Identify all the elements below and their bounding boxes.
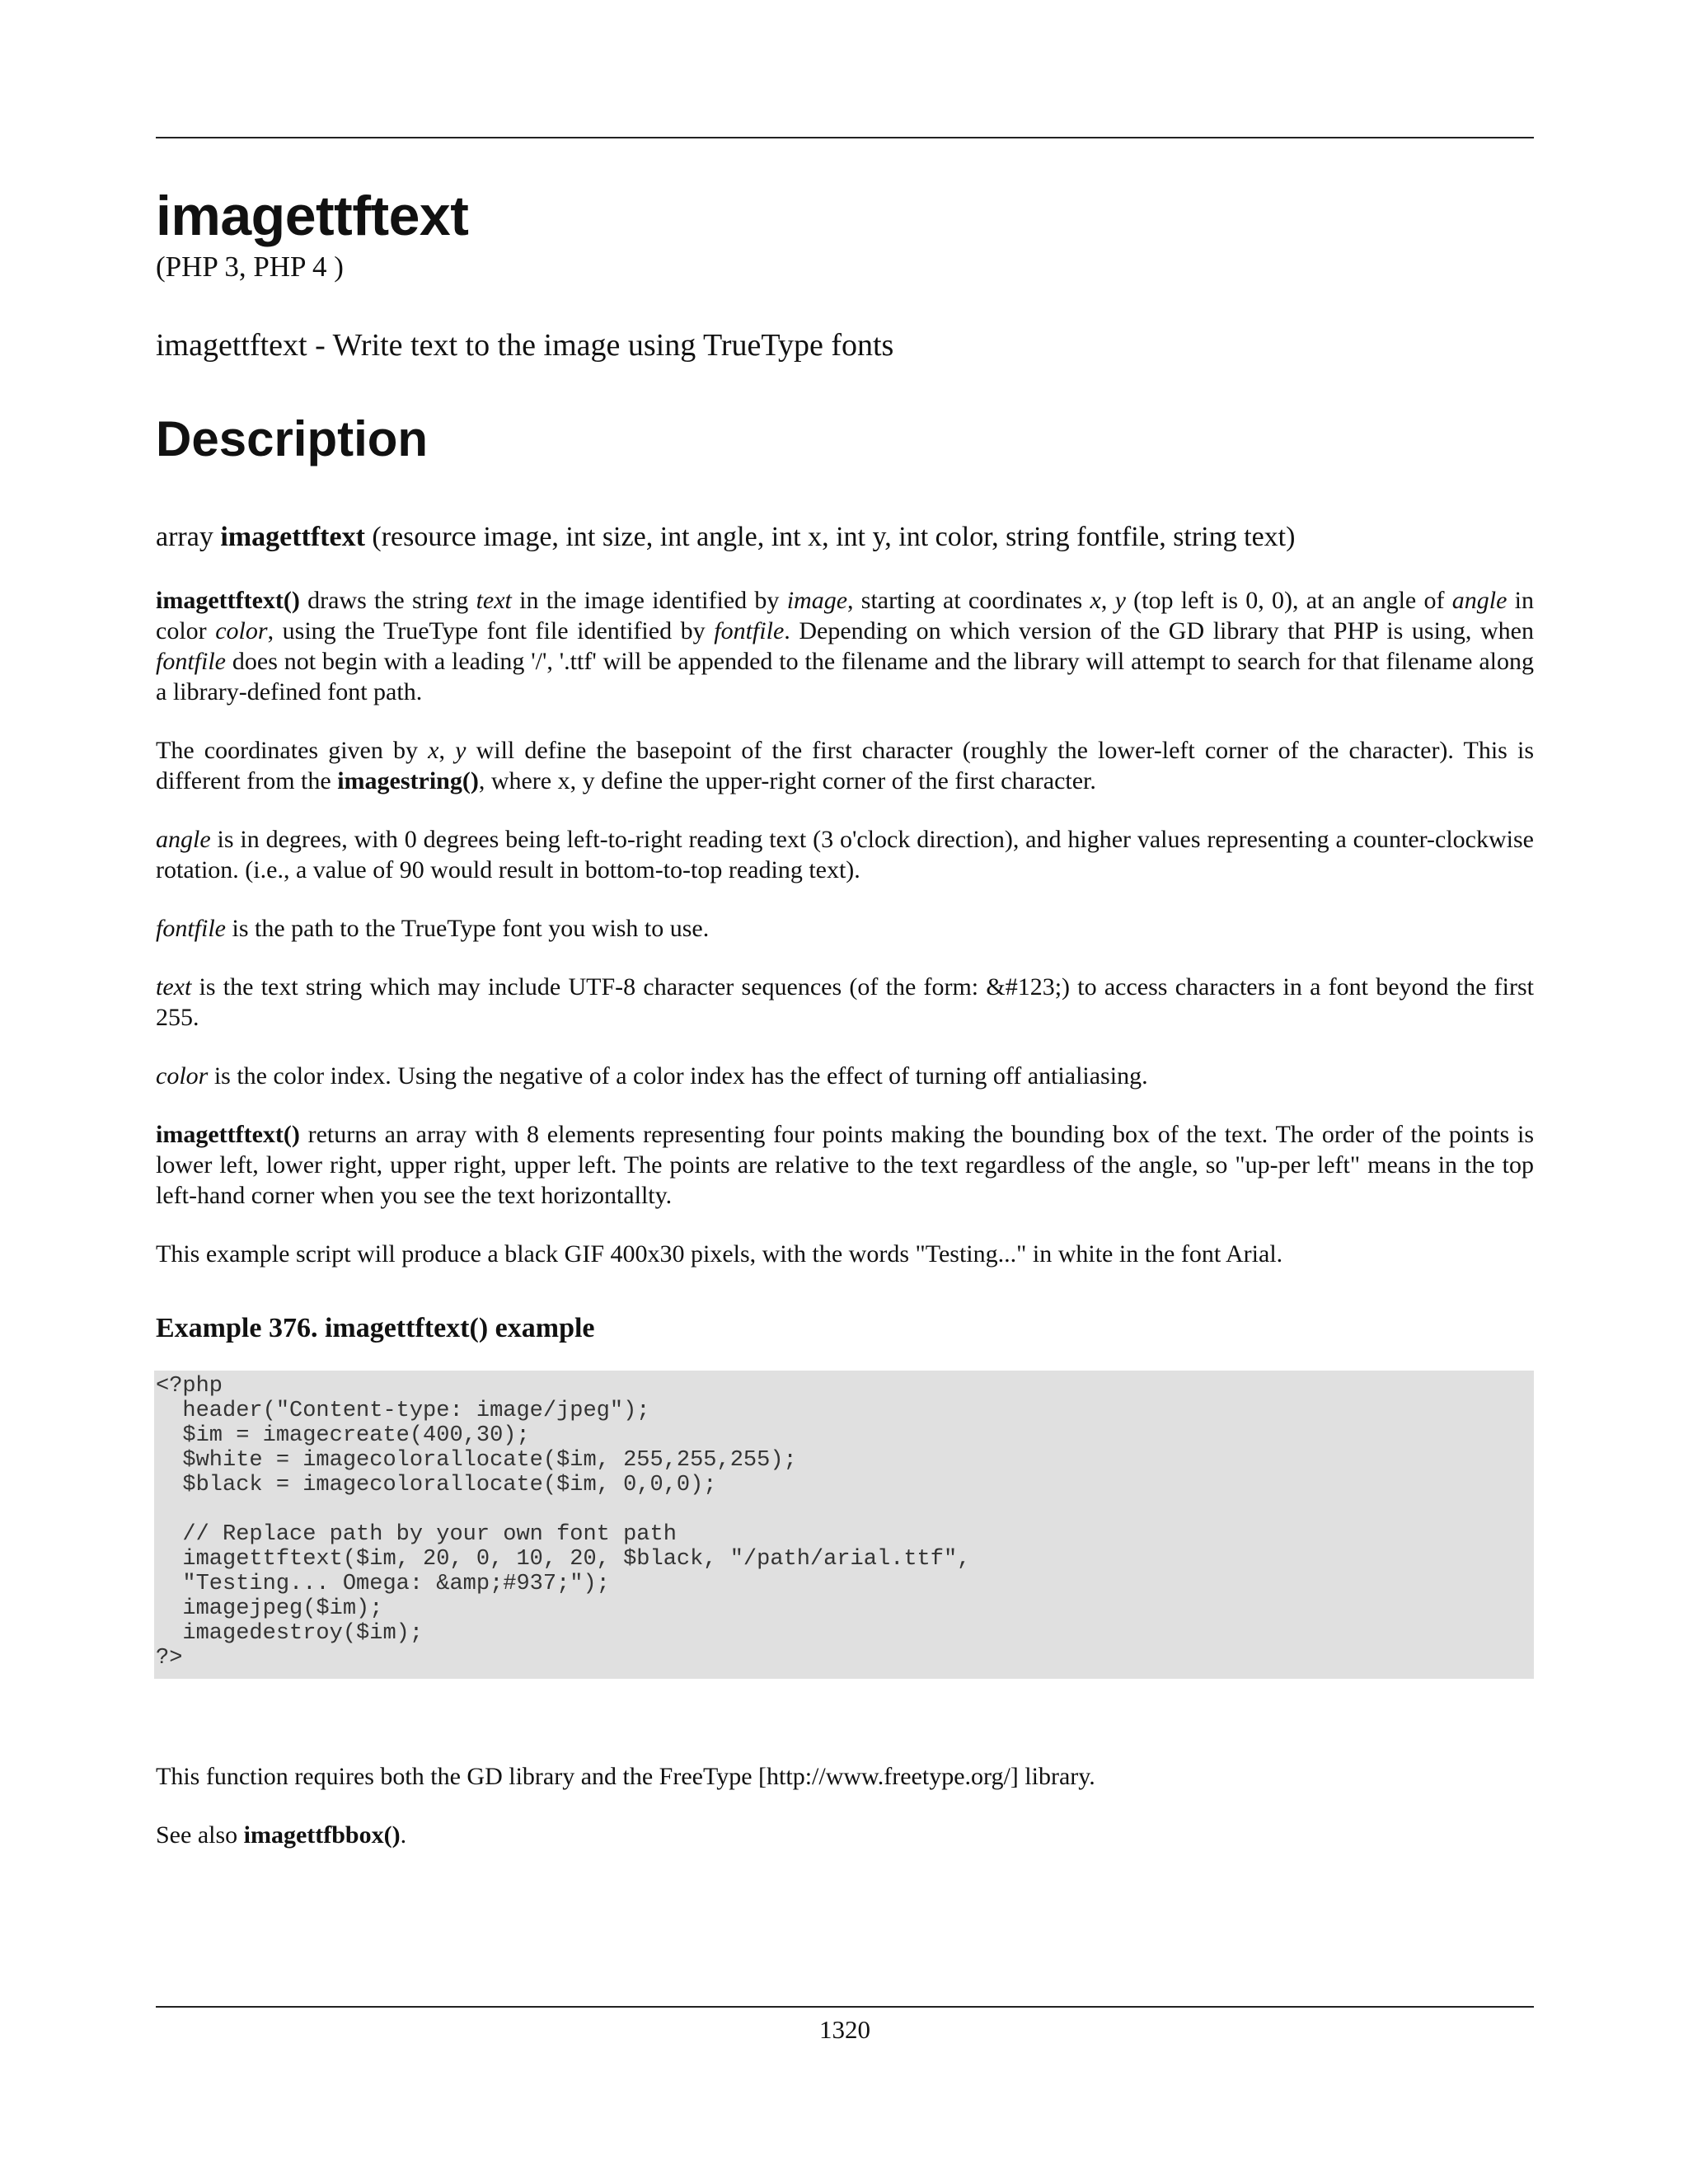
param-ref: color xyxy=(156,1062,209,1090)
param-ref: color xyxy=(215,617,268,645)
paragraph-example-intro: This example script will produce a black GIF 400x30 pixels, with the words "Testing..." in white in the font Arial. xyxy=(156,1240,1283,1268)
paragraph-color: color is the color index. Using the negative of a color index has the effect of turning off antialiasing. xyxy=(156,1062,1148,1090)
param-ref: text xyxy=(476,587,512,615)
func-ref: imagettftext() xyxy=(156,587,300,615)
param-ref: y xyxy=(1114,587,1126,615)
param-ref: x xyxy=(1090,587,1101,615)
func-ref: imagestring() xyxy=(337,767,479,795)
ref-purpose: imagettftext - Write text to the image using TrueType fonts xyxy=(156,327,894,363)
page-content xyxy=(156,185,1535,1850)
param-ref: fontfile xyxy=(156,648,226,676)
paragraph-text: text is the text string which may include UTF-8 character sequences (of the form: &#123;) to access characters in a font beyond the first 255. xyxy=(156,973,1534,1032)
paragraph-fontfile: fontfile is the path to the TrueType font you wish to use. xyxy=(156,915,710,943)
paragraph-angle: angle is in degrees, with 0 degrees being left-to-right reading text (3 o'clock direction), and higher values representing a counter-clockwise rotation. (i.e., a value of 90 would result in bottom-to-top reading text). xyxy=(156,826,1534,884)
synopsis-function-name: imagettftext xyxy=(220,522,365,553)
param-ref: fontfile xyxy=(714,617,785,645)
section-description-heading: Description xyxy=(156,411,429,467)
function-synopsis xyxy=(156,519,1534,555)
synopsis-params: (resource image, int size, int angle, int x, int y, int color, string fontfile, string text) xyxy=(372,522,1296,553)
param-ref: image xyxy=(786,587,848,615)
example-title: Example 376. imagettftext() example xyxy=(156,1313,595,1344)
paragraph-requirements: This function requires both the GD library and the FreeType [http://www.freetype.org/] library. xyxy=(156,1763,1095,1791)
bottom-rule xyxy=(156,2006,1534,2008)
param-ref: x xyxy=(428,737,439,765)
function-title: imagettftext xyxy=(156,185,469,247)
param-ref: angle xyxy=(156,826,211,854)
param-ref: text xyxy=(156,973,192,1001)
paragraph-see-also: See also imagettfbbox(). xyxy=(156,1821,407,1849)
page-number: 1320 xyxy=(819,2015,870,2044)
paragraph-returns: imagettftext() returns an array with 8 elements representing four points making the bounding box of the text. The order of the points is lower left, lower right, upper right, upper left. The points are relative to the text regardless of the angle, so "up-per left" means in the top left-hand corner when you see the text horizontallty. xyxy=(156,1121,1534,1210)
synopsis-return-type: array xyxy=(156,522,213,553)
param-ref: fontfile xyxy=(156,915,226,943)
see-also-link[interactable]: imagettfbbox() xyxy=(243,1821,401,1849)
param-ref: y xyxy=(455,737,467,765)
code-example: <?php header("Content-type: image/jpeg"); $im = imagecreate(400,30); $white = imagecolorallocate($im, 255,255,255); $black = imagecolorallocate($im, 0,0,0); // Replace path by your own font path imagettftext($im, 20, 0, 10, 20, $black, "/path/arial.ttf", "Testing... Omega: &amp;#937;"); imagejpeg($im); imagedestroy($im); ?> xyxy=(154,1371,1534,1679)
paragraph-coordinates: The coordinates given by x, y will define the basepoint of the first character (roughly the lower-left corner of the character). This is different from the imagestring(), where x, y define the upper-right corner of the first character. xyxy=(156,737,1535,795)
func-ref: imagettftext() xyxy=(156,1121,300,1149)
param-ref: angle xyxy=(1451,587,1507,615)
php-versions: (PHP 3, PHP 4 ) xyxy=(156,251,344,283)
top-rule xyxy=(156,137,1534,138)
paragraph-draws: imagettftext() draws the string text in the image identified by image, starting at coordinates x, y (top left is 0, 0), at an angle of angle in color color, using the TrueType font file identified by fontfile. Depending on which version of the GD library that PHP is using, when fontfile does not begin with a leading '/', '.ttf' will be appended to the filename and the library will attempt to search for that filename along a library-defined font path. xyxy=(156,587,1534,706)
